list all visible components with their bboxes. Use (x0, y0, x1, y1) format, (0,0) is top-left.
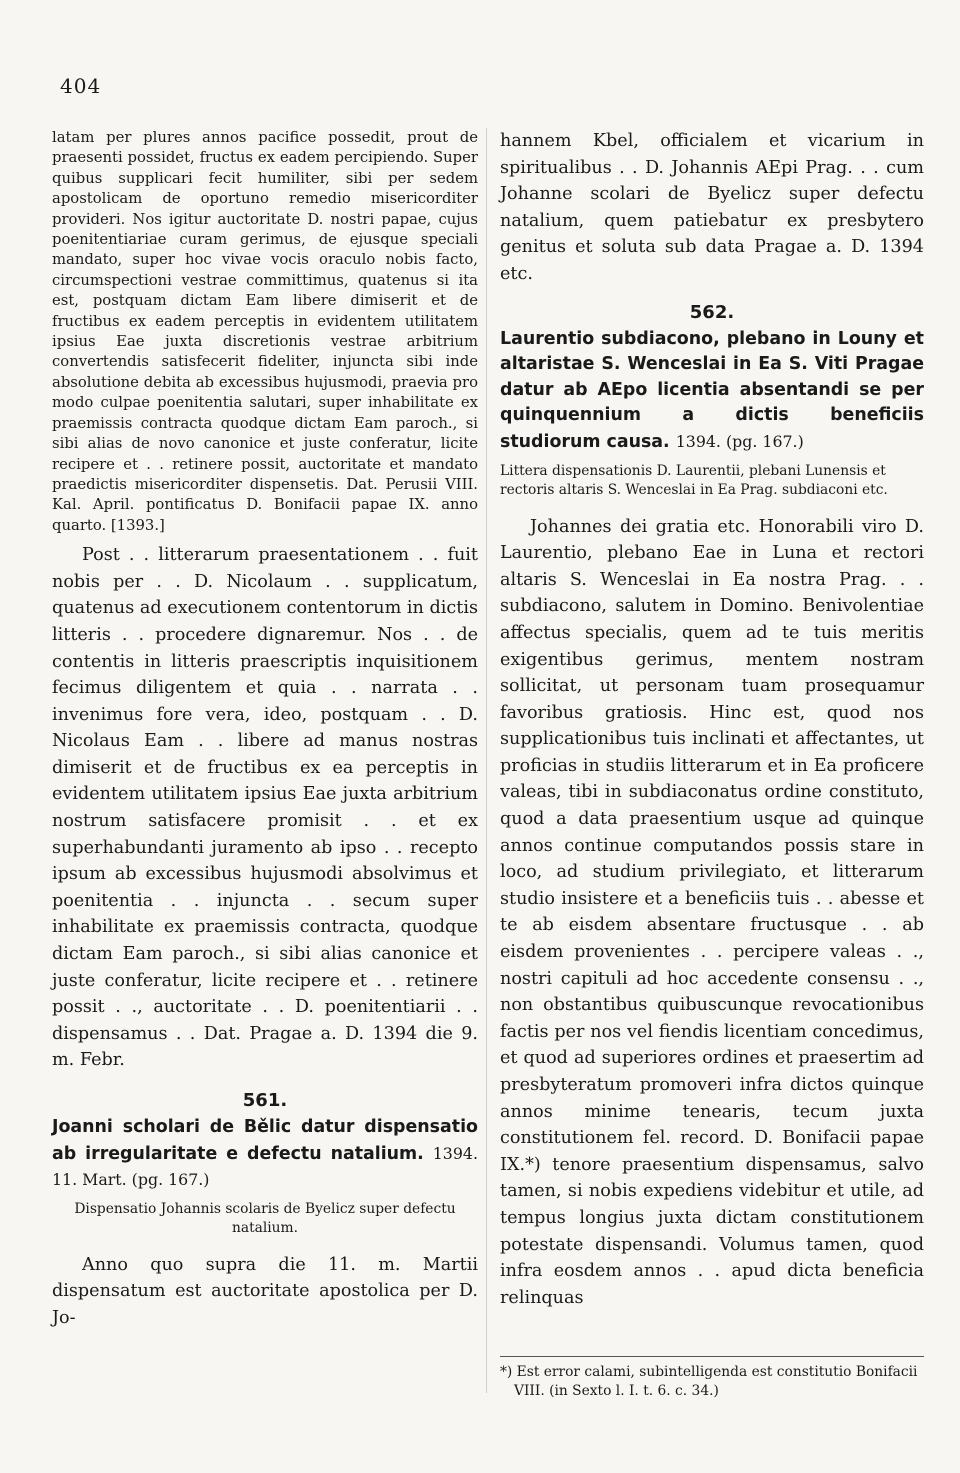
doc-562-regest: Littera dispensationis D. Laurentii, plebani Lunensis et rectoris altaris S. Wenceslai in Ea Prag. subdiaconi etc. (500, 462, 888, 498)
column-divider (486, 128, 487, 1393)
doc-562-text: Johannes dei gratia etc. Honorabili viro D. Laurentio, plebano Eae in Luna et rectori altaris S. Wenceslai in Ea nostra Prag. . . subdiacono, salutem in Domino. Benivolentiae affectus specialis, quem ad te tuis meritis exigentibus gerimus, mentem nostram sollicitat, ut personam tuam prosequamur favoribus gratiosis. Hinc est, quod nos supplicationibus tuis inclinati et affectantes, ut proficias in studiis litterarum et in Ea proficere valeas, tibi in subdiaconatus ordine constituto, quod a data praesentium usque ad quinque annos continue computandos possis stare in loco, ad studium privilegiato, et litterarum studio insistere et a beneficiis tuis . . abesse et te ab eisdem absentare fructusque . . ab eisdem provenientes . . percipere valeas . ., nostri capituli ad hoc accedente consensu . ., non obstantibus quibuscunque revocationibus factis per nos vel fiendis licentiam concedimus, et quod ad superiores ordines et praesertim ad presbyteratum promoveri infra dictos quinque annos minime tenearis, tecum juxta constitutionem fel. record. D. Bonifacii papae IX.*) tenore praesentium dispensamus, salvo tamen, si nobis expediens videbitur et utile, ad tempus longius juxta dictam constitutionem potestate dispensandi. Volumus tamen, quod infra eosdem annos . . apud dicta beneficia relinquas (500, 516, 924, 1308)
doc-562-title: Laurentio subdiacono, plebano in Louny et altaristae S. Wenceslai in Ea S. Viti Pragae datur ab AEpo licentia absentandi se per quinquennium a dictis beneficiis studiorum causa. (500, 328, 924, 452)
doc-561-date: 1394. 11. Mart. (pg. 167.) (52, 1143, 478, 1190)
page-number: 404 (60, 74, 102, 98)
footnote (500, 1356, 924, 1401)
doc-561-text: Anno quo supra die 11. m. Martii dispensatum est auctoritate apostolica per D. Jo- (52, 1254, 478, 1328)
doc-562-number: 562. (689, 301, 735, 323)
doc-561-regest: Dispensatio Johannis scolaris de Byelicz super defectu natalium. (74, 1200, 456, 1236)
footnote-text: *) Est error calami, subintelligenda est constitutio Bonifacii VIII. (in Sexto l. I. t. 6. c. 34.) (500, 1364, 918, 1399)
doc-562-heading (500, 327, 924, 456)
left-column (52, 128, 478, 1332)
right-column (500, 128, 924, 1311)
doc-561-title: Joanni scholari de Bělic datur dispensatio ab irregularitate e defectu natalium. (52, 1117, 478, 1164)
doc-561-number: 561. (242, 1090, 288, 1111)
paragraph-post: Post . . litterarum praesentationem . . fuit nobis per . . D. Nicolaum . . supplicatum, quatenus ad executionem contentorum in dictis litteris . . procedere dignaremur. Nos . . de contentis in litteris praescriptis inquisitionem fecimus diligentem et quia . . narrata . . invenimus fore vera, ideo, postquam . . D. Nicolaus Eam . . libere ad manus nostras dimiserit et de fructibus ex ea perceptis in evidentem utilitatem ipsius Eae juxta arbitrium nostrum satisfacere promisit . . et ex superhabundanti juramento ab ipso . . recepto ipsum ab excessibus hujusmodi absolvimus et poenitentia . . injuncta . . secum super inhabilitate ex praemissis contracta, quodque dictam Eam paroch., si sibi alias canonice et juste conferatur, licite recipere et . . retinere possit . ., auctoritate . . D. poenitentiarii . . dispensamus . . Dat. Pragae a. D. 1394 die 9. m. Febr. (52, 545, 478, 1071)
paragraph-continuation-right: hannem Kbel, officialem et vicarium in spiritualibus . . D. Johannis AEpi Prag. . . cum Johanne scolari de Byelicz super defectu natalium, quem patiebatur ex presbytero genitus et soluta sub data Pragae a. D. 1394 etc. (500, 131, 924, 284)
doc-562-date: 1394. (pg. 167.) (675, 431, 804, 451)
doc-561-heading (52, 1115, 478, 1194)
paragraph-continuation: latam per plures annos pacifice possedit, prout de praesenti possidet, fructus ex eadem percipiendo. Super quibus supplicari fecit humiliter, sibi per sedem apostolicam de oportuno remedio misericorditer provideri. Nos igitur auctoritate D. nostri papae, cujus poenitentiariae curam gerimus, de ejusque speciali mandato, super hoc vivae vocis oraculo nobis facto, circumspectioni vestrae committimus, quatenus si ita est, postquam dictam Eam libere dimiserit et de fructibus ex eadem perceptis in evidentem utilitatem ipsius Eae juxta discretionis vestrae arbitrium convertendis satisfecerit fideliter, injuncta sibi inde absolutione debita ab excessibus hujusmodi, praevia pro modo culpae poenitentia salutari, super inhabilitate ex praemissis contracta quodque dictam Eam paroch., si sibi alias de novo canonice et juste conferatur, licite recipere et . . retinere possit, auctoritate et mandato praedictis misericorditer dispensetis. Dat. Perusii VIII. Kal. April. pontificatus D. Bonifacii papae IX. anno quarto. [1393.] (52, 129, 478, 534)
